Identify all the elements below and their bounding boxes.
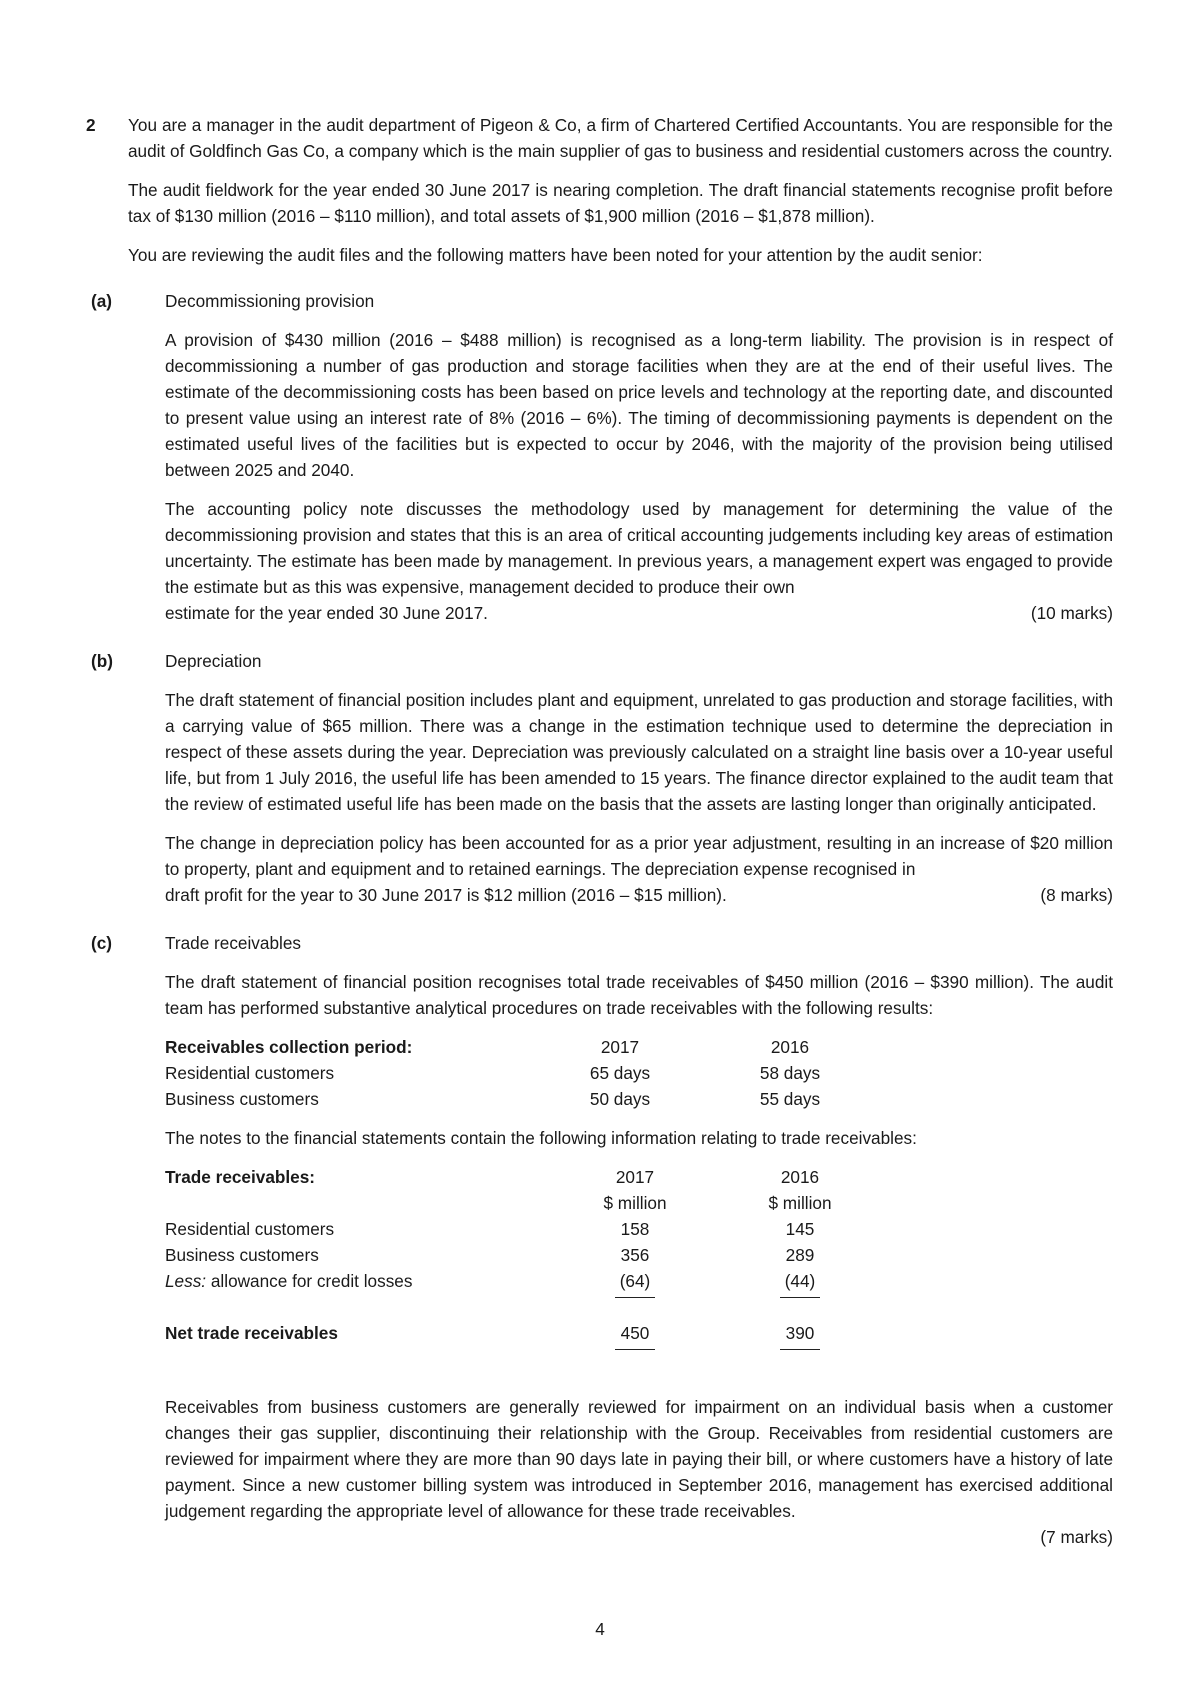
table-cell: Business customers bbox=[165, 1245, 319, 1265]
section-title: Depreciation bbox=[165, 651, 262, 671]
marks-allocation: (7 marks) bbox=[1040, 1527, 1113, 1547]
paragraph: The draft statement of financial position includes plant and equipment, unrelated to gas production and storage facilities, with a carrying value of $65 million. There was a change in the estimation technique used to determine the depreciation in respect of these assets during the year. Depreciation was previously calculated on a straight line basis over a 10-year useful life, but from 1 July 2016, the useful life has been amended to 15 years. The finance director explained to the audit team that the review of estimated useful life has been made on the basis that the assets are lasting longer than originally anticipated. bbox=[165, 690, 1113, 814]
section-c bbox=[91, 930, 1113, 1550]
paragraph: Receivables from business customers are generally reviewed for impairment on an individual basis when a customer changes their gas supplier, discontinuing their relationship with the Group. Receivables from residential customers are reviewed for impairment where they are more than 90 days late in paying their bill, or where customers have a history of late payment. Since a new customer billing system was introduced in September 2016, management has exercised additional judgement regarding the appropriate level of allowance for these trade receivables. bbox=[165, 1397, 1113, 1521]
intro-paragraph: The audit fieldwork for the year ended 30 June 2017 is nearing completion. The draft financial statements recognise profit before tax of $130 million (2016 – $110 million), and total assets of $1,900 million (2016 – $1,878 million). bbox=[128, 180, 1113, 226]
table-cell: 390 bbox=[785, 1323, 815, 1343]
table-header-row bbox=[165, 1164, 885, 1190]
marks-allocation: (10 marks) bbox=[1030, 603, 1113, 623]
total-rule bbox=[615, 1349, 655, 1350]
paragraph: The draft statement of financial position recognises total trade receivables of $450 million (2016 – $390 million). The audit team has performed substantive analytical procedures on trade receivables with the following results: bbox=[165, 972, 1113, 1018]
section-label: (a) bbox=[91, 291, 113, 311]
section-b bbox=[91, 648, 1113, 908]
table-header-row bbox=[165, 1034, 875, 1060]
table-cell: Net trade receivables bbox=[165, 1323, 338, 1343]
subtotal-rule bbox=[780, 1297, 820, 1298]
table-cell: $ million bbox=[603, 1193, 667, 1213]
section-title: Decommissioning provision bbox=[165, 291, 375, 311]
total-rule-row bbox=[165, 1346, 885, 1372]
section-label: (b) bbox=[91, 651, 113, 671]
table-cell: 158 bbox=[620, 1219, 650, 1239]
page-number: 4 bbox=[595, 1619, 605, 1639]
question-body bbox=[91, 112, 1113, 1550]
table-cell: 356 bbox=[620, 1245, 650, 1265]
collection-period-table bbox=[165, 1034, 875, 1112]
table-cell: (44) bbox=[784, 1271, 816, 1291]
section-body bbox=[165, 687, 1113, 908]
paragraph: The change in depreciation policy has been accounted for as a prior year adjustment, resulting in an increase of $20 million to property, plant and equipment and to retained earnings. The depreciation expense recognised in bbox=[165, 833, 1113, 879]
table-row bbox=[165, 1060, 875, 1086]
table-cell: 50 days bbox=[589, 1089, 651, 1109]
table-units-row bbox=[165, 1190, 885, 1216]
table-cell: 450 bbox=[620, 1323, 650, 1343]
table-cell: 58 days bbox=[759, 1063, 821, 1083]
paragraph-end: draft profit for the year to 30 June 2017 is $12 million (2016 – $15 million). bbox=[165, 885, 727, 905]
paragraph: The notes to the financial statements contain the following information relating to trade receivables: bbox=[165, 1128, 917, 1148]
table-cell bbox=[165, 1268, 555, 1294]
less-label: allowance for credit losses bbox=[206, 1271, 413, 1291]
table-header-cell: Receivables collection period: bbox=[165, 1037, 413, 1057]
table-row bbox=[165, 1086, 875, 1112]
table-header-cell: 2016 bbox=[770, 1037, 810, 1057]
table-cell: Residential customers bbox=[165, 1063, 335, 1083]
table-cell: 289 bbox=[785, 1245, 815, 1265]
paragraph: The accounting policy note discusses the methodology used by management for determining the value of the decommissioning provision and states that this is an area of critical accounting judgements including key areas of estimation uncertainty. The estimate has been made by management. In previous years, a management expert was engaged to provide the estimate but as this was expensive, management decided to produce their own bbox=[165, 499, 1113, 597]
less-prefix: Less: bbox=[165, 1271, 207, 1291]
table-cell: Business customers bbox=[165, 1089, 319, 1109]
table-cell: $ million bbox=[768, 1193, 832, 1213]
table-header-cell: Trade receivables: bbox=[165, 1167, 316, 1187]
table-row bbox=[165, 1216, 885, 1242]
intro-paragraph: You are a manager in the audit department of Pigeon & Co, a firm of Chartered Certified Accountants. You are responsible for the audit of Goldfinch Gas Co, a company which is the main supplier of gas to business and residential customers across the country. bbox=[128, 115, 1113, 161]
total-row bbox=[165, 1320, 885, 1346]
table-cell: (64) bbox=[619, 1271, 651, 1291]
paragraph: A provision of $430 million (2016 – $488 million) is recognised as a long-term liability. The provision is in respect of decommissioning a number of gas production and storage facilities when they are at the end of their useful lives. The estimate of the decommissioning costs has been based on price levels and technology at the reporting date, and discounted to present value using an interest rate of 8% (2016 – 6%). The timing of decommissioning payments is dependent on the estimated useful lives of the facilities but is expected to occur by 2046, with the majority of the provision being utilised between 2025 and 2040. bbox=[165, 330, 1113, 480]
table-cell bbox=[165, 1190, 555, 1216]
table-cell: 65 days bbox=[589, 1063, 651, 1083]
table-cell: 55 days bbox=[759, 1089, 821, 1109]
marks-allocation: (8 marks) bbox=[1040, 885, 1113, 905]
table-row bbox=[165, 1242, 885, 1268]
subtotal-rule bbox=[615, 1297, 655, 1298]
intro-paragraph: You are reviewing the audit files and the following matters have been noted for your attention by the audit senior: bbox=[128, 245, 983, 265]
marks-line bbox=[165, 600, 1113, 626]
table-header-cell: 2016 bbox=[780, 1167, 820, 1187]
section-label: (c) bbox=[91, 933, 113, 953]
table-header-cell: 2017 bbox=[615, 1167, 655, 1187]
table-header-cell: 2017 bbox=[600, 1037, 640, 1057]
paragraph-end: estimate for the year ended 30 June 2017. bbox=[165, 603, 488, 623]
section-body bbox=[165, 969, 1113, 1550]
marks-line bbox=[165, 882, 1113, 908]
section-body bbox=[165, 327, 1113, 626]
table-cell: Residential customers bbox=[165, 1219, 335, 1239]
table-row bbox=[165, 1268, 885, 1294]
trade-receivables-table bbox=[165, 1164, 885, 1372]
table-cell: 145 bbox=[785, 1219, 815, 1239]
section-a bbox=[91, 288, 1113, 626]
total-rule bbox=[780, 1349, 820, 1350]
section-title: Trade receivables bbox=[165, 933, 301, 953]
subtotal-rule-row bbox=[165, 1294, 885, 1320]
question-number: 2 bbox=[86, 115, 96, 135]
